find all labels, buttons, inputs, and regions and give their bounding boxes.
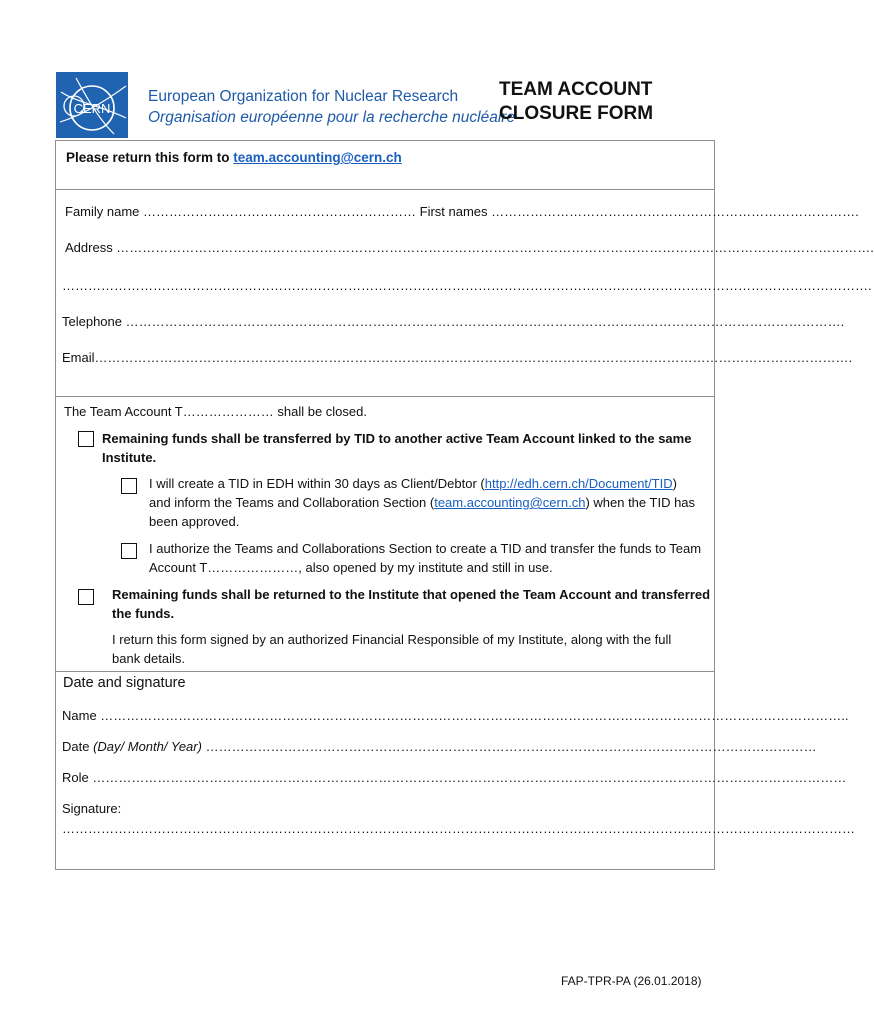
edh-tid-link[interactable]: http://edh.cern.ch/Document/TID xyxy=(484,476,673,491)
return-email-link[interactable]: team.accounting@cern.ch xyxy=(233,150,402,165)
title-line-1: TEAM ACCOUNT xyxy=(499,79,653,100)
team-accounting-email-link[interactable]: team.accounting@cern.ch xyxy=(434,495,586,510)
return-label: Please return this form to xyxy=(66,150,234,165)
closure-options-section xyxy=(55,396,715,672)
team-account-field[interactable]: The Team Account T………………… shall be closed. xyxy=(64,404,367,419)
telephone-field[interactable]: Telephone …………………………………………………………………………………………………………………………………………………. xyxy=(62,314,845,329)
return-funds-label-2: the funds. xyxy=(112,606,175,621)
signer-name-field[interactable]: Name ……………………………………………………………………………………………………………………………………………………….. xyxy=(62,708,849,723)
role-field[interactable]: Role ………………………………………………………………………………………………………………………………………………………… xyxy=(62,770,847,785)
return-funds-label-1: Remaining funds shall be returned to the Institute that opened the Team Account and transferred xyxy=(112,587,711,602)
personal-details-section xyxy=(55,189,874,397)
date-format-hint: (Day/ Month/ Year) xyxy=(93,739,202,754)
create-tid-line-2 xyxy=(149,495,695,511)
email-field[interactable]: Email…………………………………………………………………………………………………………………………………………………………. xyxy=(62,350,853,365)
date-field[interactable] xyxy=(62,739,817,755)
date-signature-section xyxy=(55,671,855,870)
address-field[interactable]: Address …………………………………………………………………………………………………………………………………………………………. xyxy=(65,240,874,255)
return-funds-note-1: I return this form signed by an authorized Financial Responsible of my Institute, along with the full xyxy=(112,632,672,647)
transfer-funds-label-1: Remaining funds shall be transferred by TID to another active Team Account linked to the same xyxy=(102,431,692,446)
address-continuation-field[interactable]: ……………………………………………………………………………………………………………………………………………………………………. xyxy=(62,278,872,293)
date-signature-heading: Date and signature xyxy=(63,675,186,691)
form-title xyxy=(499,78,653,126)
return-instructions-section xyxy=(55,140,715,190)
return-instructions xyxy=(66,150,402,166)
authorize-tid-checkbox[interactable] xyxy=(121,543,137,559)
date-dots: …………………………………………………………………………………………………………………………… xyxy=(201,739,817,754)
signature-label: Signature: xyxy=(62,801,122,816)
return-funds-note-2: bank details. xyxy=(112,651,185,666)
cern-logo xyxy=(56,72,128,138)
create-tid-text-b: ) xyxy=(672,476,677,491)
form-reference: FAP-TPR-PA (26.01.2018) xyxy=(561,974,702,988)
title-line-2: CLOSURE FORM xyxy=(499,103,654,124)
family-name-field[interactable]: Family name ……………………………………………………… First names …………………………………………………………………………. xyxy=(65,204,859,219)
create-tid-text-d: ) when the TID has xyxy=(585,495,696,510)
create-tid-line-3: been approved. xyxy=(149,514,240,529)
create-tid-text-c: and inform the Teams and Collaboration Section ( xyxy=(149,495,435,510)
org-name-fr: Organisation européenne pour la recherche nucléaire xyxy=(148,109,516,126)
transfer-funds-label-2: Institute. xyxy=(102,450,157,465)
date-label: Date xyxy=(62,739,94,754)
authorize-tid-line-1: I authorize the Teams and Collaborations Section to create a TID and transfer the funds to Team xyxy=(149,541,702,556)
signature-line[interactable]: ………………………………………………………………………………………………………………………………………………………………… xyxy=(62,821,855,836)
logo-text: CERN xyxy=(73,101,111,116)
create-tid-line-1 xyxy=(149,476,677,492)
transfer-funds-checkbox[interactable] xyxy=(78,431,94,447)
authorize-tid-line-2[interactable]: Account T…………………, also opened by my institute and still in use. xyxy=(149,560,553,575)
org-name-en: European Organization for Nuclear Research xyxy=(148,88,459,105)
return-funds-checkbox[interactable] xyxy=(78,589,94,605)
create-tid-checkbox[interactable] xyxy=(121,478,137,494)
create-tid-text-a: I will create a TID in EDH within 30 days as Client/Debtor ( xyxy=(149,476,485,491)
organization-name xyxy=(148,86,515,128)
